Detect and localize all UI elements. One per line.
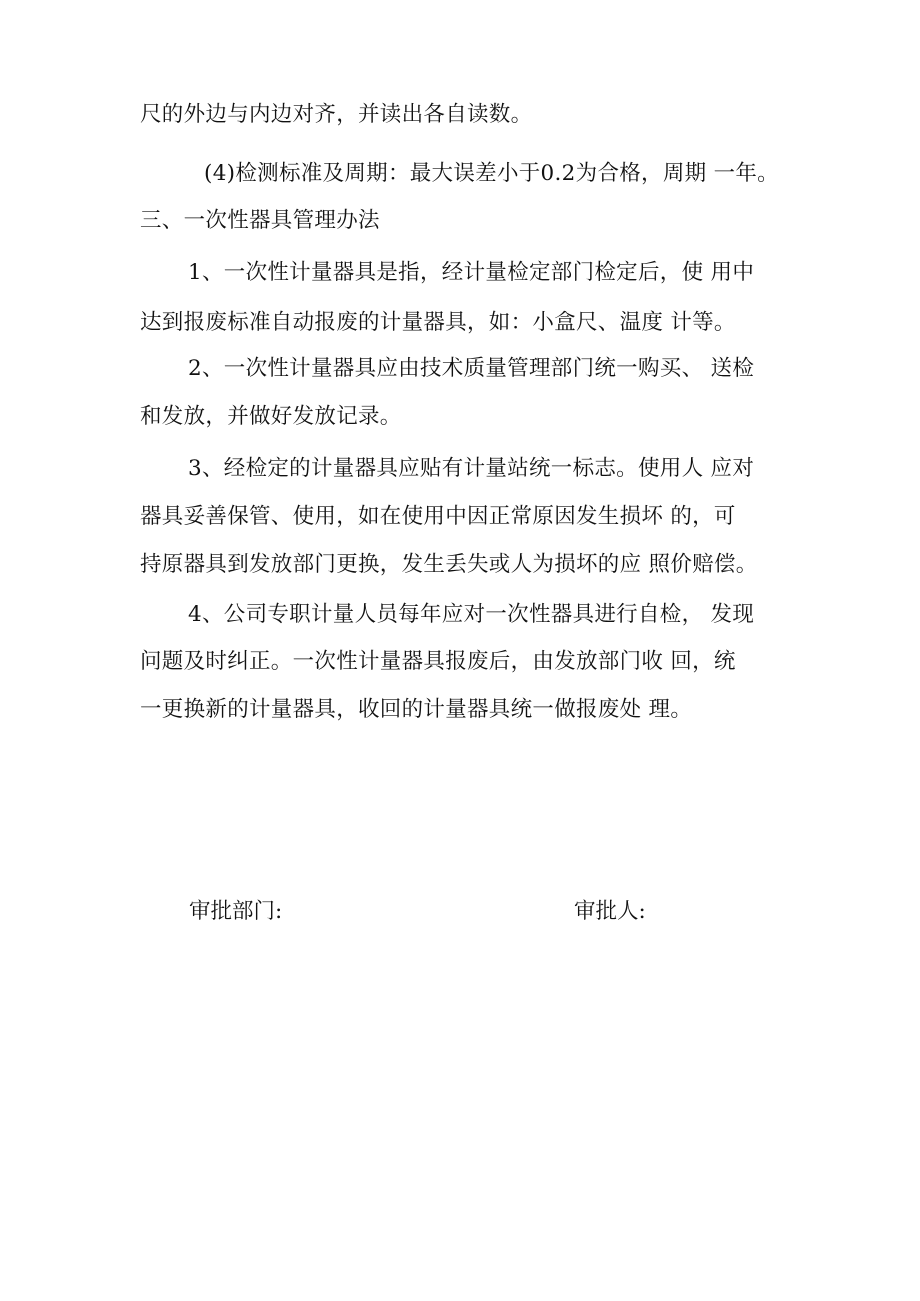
item-4-line-3: 一更换新的计量器具，收回的计量器具统一做报废处 理。 — [140, 697, 693, 722]
item-2-line-2: 和发放，并做好发放记录。 — [140, 404, 402, 429]
item-4-line-1: 4、公司专职计量人员每年应对一次性器具进行自检， 发现 — [188, 602, 755, 627]
item-1-line-1: 1、一次性计量器具是指，经计量检定部门检定后，使 用中 — [188, 260, 755, 285]
section-heading-disposable-tools: 三、一次性器具管理办法 — [140, 208, 380, 233]
item-3-line-1: 3、经检定的计量器具应贴有计量站统一标志。使用人 应对 — [188, 456, 755, 481]
item-2-line-1: 2、一次性计量器具应由技术质量管理部门统一购买、 送检 — [188, 356, 755, 381]
item-4-line-2: 问题及时纠正。一次性计量器具报废后，由发放部门收 回，统 — [140, 649, 736, 674]
approver-label: 审批人: — [574, 899, 646, 924]
item-3-line-3: 持原器具到发放部门更换，发生丢失或人为损坏的应 照价赔偿。 — [140, 552, 758, 577]
text-line-2-standard-period: (4)检测标准及周期：最大误差小于0.2为合格，周期 一年。 — [204, 161, 779, 186]
text-line-1: 尺的外边与内边对齐，并读出各自读数。 — [140, 102, 533, 127]
item-3-line-2: 器具妥善保管、使用，如在使用中因正常原因发生损坏 的，可 — [140, 504, 736, 529]
item-1-line-2: 达到报废标准自动报废的计量器具，如：小盒尺、温度 计等。 — [140, 310, 736, 335]
approval-department-label: 审批部门: — [189, 899, 283, 924]
